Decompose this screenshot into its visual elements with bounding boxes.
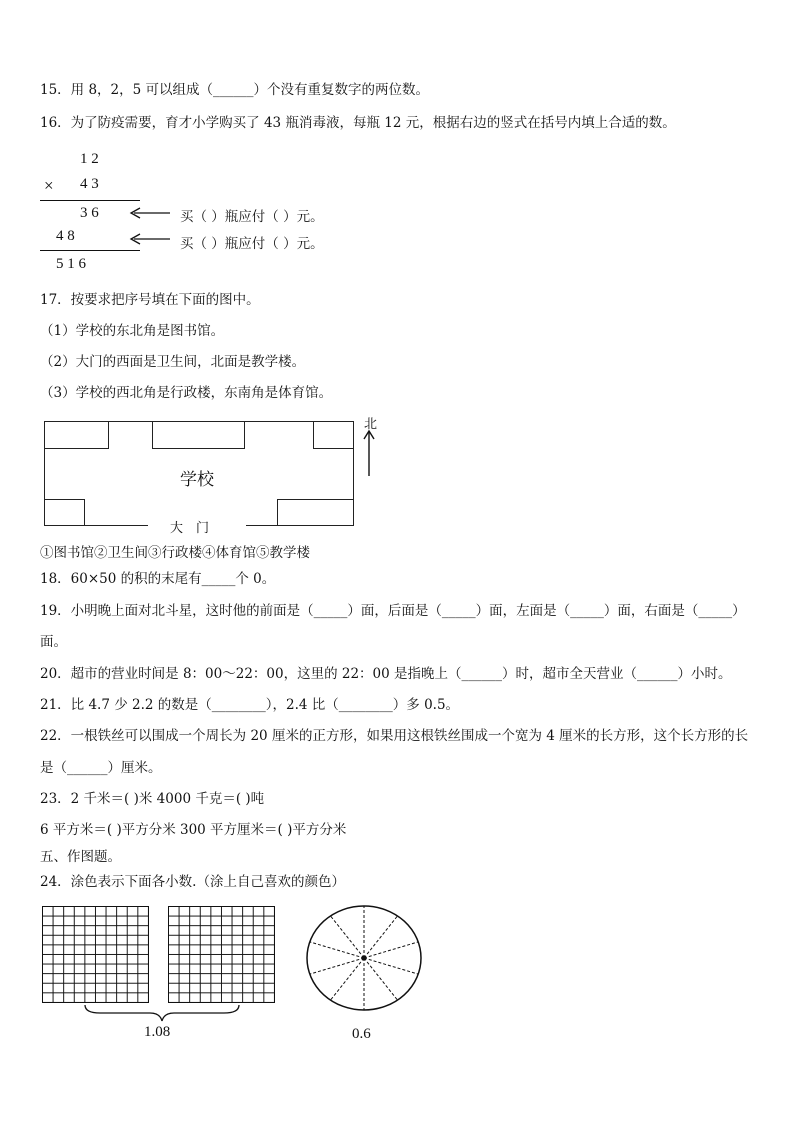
arrow-icon-2 [128, 232, 172, 246]
mult-note-1: 买（ ）瓶应付（ ）元。 [180, 209, 324, 225]
mult-note-2: 买（ ）瓶应付（ ）元。 [180, 236, 324, 252]
q19-text-b: 面。 [40, 634, 67, 650]
q23-text-a: 23．2 千米＝( )米 4000 千克＝( )吨 [40, 791, 265, 807]
mult-second: 4 3 [80, 176, 99, 192]
hundred-grid-1 [42, 906, 149, 1003]
north-arrow-icon [362, 428, 376, 478]
building-slot-n [152, 421, 245, 449]
gate-label: 大 门 [170, 521, 210, 536]
q17-item-3: （3）学校的西北角是行政楼，东南角是体育馆。 [40, 385, 333, 401]
mult-line-1 [40, 200, 140, 201]
q21-text: 21．比 4.7 少 2.2 的数是（________），2.4 比（________）多 0.5。 [40, 697, 460, 713]
grid-brace-icon [82, 1003, 242, 1025]
q23-text-b: 6 平方米＝( )平方分米 300 平方厘米＝( )平方分米 [40, 822, 347, 838]
map-legend: ①图书馆②卫生间③行政楼④体育馆⑤教学楼 [40, 545, 310, 561]
q17-item-1: （1）学校的东北角是图书馆。 [40, 323, 225, 339]
building-slot-nw [44, 421, 109, 449]
q19-text-a: 19．小明晚上面对北斗星，这时他的前面是（_____）面，后面是（_____）面，左面是（_____）面，右面是（_____） [40, 603, 746, 619]
north-label: 北 [364, 417, 378, 432]
mult-result: 5 1 6 [56, 256, 86, 272]
arrow-icon-1 [128, 206, 172, 220]
q20-text: 20．超市的营业时间是 8：00～22：00，这里的 22：00 是指晚上（______）时，超市全天营业（______）小时。 [40, 666, 732, 682]
circle-caption: 0.6 [352, 1026, 371, 1042]
section-heading: 五、作图题。 [40, 849, 121, 865]
building-slot-sw [44, 499, 85, 526]
q16-text: 16．为了防疫需要，育才小学购买了 43 瓶消毒液，每瓶 12 元，根据右边的竖式在括号内填上合适的数。 [40, 115, 676, 131]
q22-text-b: 是（______）厘米。 [40, 760, 162, 776]
q18-text: 18．60×50 的积的末尾有_____个 0。 [40, 571, 276, 587]
mult-partial-1: 3 6 [80, 205, 99, 221]
building-slot-ne [313, 421, 354, 449]
q22-text-a: 22．一根铁丝可以围成一个周长为 20 厘米的正方形，如果用这根铁丝围成一个宽为 4 厘米的长方形，这个长方形的长 [40, 728, 749, 744]
hundred-grid-2 [168, 906, 275, 1003]
q17-text: 17．按要求把序号填在下面的图中。 [40, 292, 260, 308]
times-sign: × [44, 176, 54, 195]
q15-text: 15．用 8，2，5 可以组成（______）个没有重复数字的两位数。 [40, 82, 430, 98]
mult-partial-2: 4 8 [56, 228, 75, 244]
school-label: 学校 [180, 470, 214, 490]
q17-item-2: （2）大门的西面是卫生间，北面是教学楼。 [40, 354, 306, 370]
building-slot-se [277, 499, 354, 526]
q24-text: 24．涂色表示下面各小数.（涂上自己喜欢的颜色） [40, 874, 345, 890]
circle-tenths [302, 902, 426, 1018]
mult-top: 1 2 [80, 151, 99, 167]
mult-line-2 [40, 250, 140, 251]
grid-caption: 1.08 [144, 1024, 171, 1040]
